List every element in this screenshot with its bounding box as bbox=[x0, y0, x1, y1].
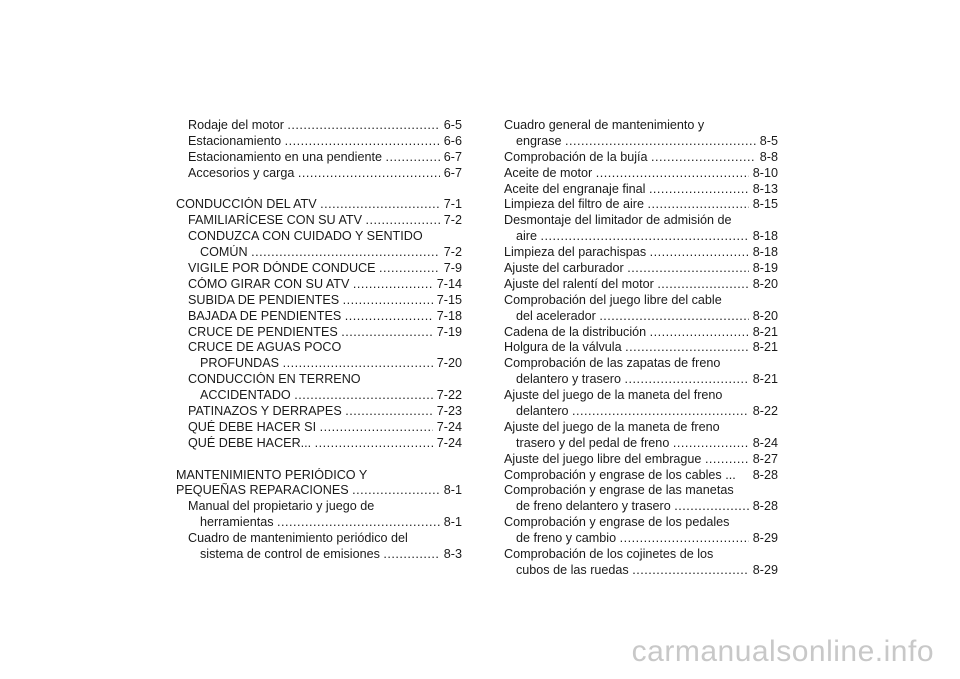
toc-entry-title: SUBIDA DE PENDIENTES bbox=[188, 292, 343, 307]
toc-dot-leader bbox=[572, 404, 749, 420]
toc-entry-title: Estacionamiento en una pendiente bbox=[188, 149, 386, 164]
toc-page-number: 8-21 bbox=[749, 340, 778, 355]
toc-page-number: 8-20 bbox=[749, 308, 778, 323]
toc-entry-title: cubos de las ruedas bbox=[516, 562, 633, 577]
toc-entry: Comprobación y engrase de los pedales bbox=[504, 515, 730, 530]
toc-entry bbox=[176, 245, 462, 261]
toc-dot-leader bbox=[298, 166, 440, 182]
toc-entry-title: Rodaje del motor bbox=[188, 118, 288, 132]
toc-dot-leader bbox=[353, 277, 433, 293]
toc-entry-title: Comprobación de la bujía bbox=[504, 149, 652, 164]
toc-entry bbox=[504, 166, 778, 182]
toc-entry bbox=[176, 404, 462, 420]
toc-page-number: 8-28 bbox=[749, 499, 778, 514]
toc-entry bbox=[176, 277, 462, 293]
toc-dot-leader bbox=[541, 229, 750, 245]
toc-page-number: 7-15 bbox=[433, 292, 462, 307]
toc-dot-leader bbox=[277, 515, 440, 531]
toc-dot-leader bbox=[674, 499, 749, 515]
toc-entry-title: de freno delantero y trasero bbox=[516, 499, 675, 514]
toc-entry-title: Comprobación y engrase de los cables ... bbox=[504, 467, 740, 482]
toc-entry: Comprobación del juego libre del cable bbox=[504, 292, 722, 307]
toc-entry bbox=[176, 213, 462, 229]
toc-entry bbox=[176, 134, 462, 150]
toc-entry-title: Accesorios y carga bbox=[188, 165, 298, 180]
toc-entry-title: Holgura de la válvula bbox=[504, 340, 626, 355]
toc-entry bbox=[504, 134, 778, 150]
toc-entry bbox=[176, 483, 462, 499]
toc-entry-title: Ajuste del juego libre del embrague bbox=[504, 451, 705, 466]
toc-page-number: 8-20 bbox=[749, 276, 778, 291]
toc-page-number: 8-1 bbox=[440, 483, 462, 498]
toc-dot-leader bbox=[287, 118, 440, 134]
toc-page-number: 7-24 bbox=[433, 419, 462, 434]
toc-entry bbox=[504, 245, 778, 261]
toc-entry bbox=[504, 436, 778, 452]
toc-entry bbox=[176, 118, 462, 134]
toc-page-number: 6-7 bbox=[440, 165, 462, 180]
toc-page-number: 8-3 bbox=[440, 547, 462, 562]
toc-entry-title: QUÉ DEBE HACER SI bbox=[188, 419, 320, 434]
toc-entry-title: delantero bbox=[516, 404, 573, 419]
toc-dot-leader bbox=[625, 372, 750, 388]
toc-page-number: 8-18 bbox=[749, 245, 778, 260]
toc-entry-title: de freno y cambio bbox=[516, 531, 620, 546]
toc-dot-leader bbox=[565, 134, 756, 150]
toc-entry-title: delantero y trasero bbox=[516, 372, 625, 387]
toc-entry-title: aire bbox=[516, 229, 541, 244]
toc-dot-leader bbox=[345, 404, 433, 420]
toc-dot-leader bbox=[383, 547, 440, 563]
toc-dot-leader bbox=[345, 309, 434, 325]
toc-page-number: 7-2 bbox=[440, 213, 462, 228]
toc-dot-leader bbox=[599, 309, 749, 325]
toc-page-number: 8-24 bbox=[749, 435, 778, 450]
toc-entry-title: VIGILE POR DÓNDE CONDUCE bbox=[188, 261, 380, 276]
toc-dot-leader bbox=[620, 531, 750, 547]
toc-gap bbox=[176, 452, 462, 468]
toc-page-number: 7-23 bbox=[433, 404, 462, 419]
toc-entry-title: herramientas bbox=[200, 515, 277, 530]
toc-entry: Desmontaje del limitador de admisión de bbox=[504, 213, 732, 228]
toc-entry bbox=[504, 182, 778, 198]
toc-entry-title: Cadena de la distribución bbox=[504, 324, 650, 339]
toc-dot-leader bbox=[366, 213, 441, 229]
toc-dot-leader bbox=[650, 325, 750, 341]
toc-entry bbox=[504, 468, 778, 484]
toc-entry-title: FAMILIARÍCESE CON SU ATV bbox=[188, 213, 366, 228]
toc-entry: Comprobación y engrase de las manetas bbox=[504, 483, 734, 498]
toc-right-column bbox=[504, 118, 778, 579]
toc-entry bbox=[504, 499, 778, 515]
toc-dot-leader bbox=[285, 134, 441, 150]
toc-entry-title: PEQUEÑAS REPARACIONES bbox=[176, 483, 353, 498]
toc-entry bbox=[176, 388, 462, 404]
toc-page-number: 7-9 bbox=[440, 261, 462, 276]
toc-entry: CONDUZCA CON CUIDADO Y SENTIDO bbox=[188, 229, 423, 244]
toc-entry bbox=[176, 547, 462, 563]
watermark: carmanualsonline.info bbox=[631, 635, 934, 668]
toc-entry-title: BAJADA DE PENDIENTES bbox=[188, 308, 345, 323]
toc-dot-leader bbox=[315, 436, 434, 452]
toc-page-number: 8-21 bbox=[749, 324, 778, 339]
toc-gap bbox=[176, 182, 462, 198]
toc-entry bbox=[504, 229, 778, 245]
toc-entry-title: del acelerador bbox=[516, 308, 600, 323]
toc-entry-title: sistema de control de emisiones bbox=[200, 547, 384, 562]
toc-entry: Cuadro de mantenimiento periódico del bbox=[188, 531, 408, 546]
toc-entry-title: PATINAZOS Y DERRAPES bbox=[188, 404, 346, 419]
toc-entry: CONDUCCIÓN EN TERRENO bbox=[188, 372, 361, 387]
toc-entry bbox=[504, 531, 778, 547]
toc-entry-title: Ajuste del ralentí del motor bbox=[504, 276, 658, 291]
toc-entry: Comprobación de las zapatas de freno bbox=[504, 356, 721, 371]
toc-entry-title: Aceite del engranaje final bbox=[504, 181, 649, 196]
toc-page-number: 8-1 bbox=[440, 515, 462, 530]
toc-dot-leader bbox=[651, 150, 756, 166]
toc-page-number: 7-22 bbox=[433, 388, 462, 403]
toc-page-number: 7-19 bbox=[433, 324, 462, 339]
toc-entry bbox=[504, 197, 778, 213]
toc-dot-leader bbox=[705, 452, 749, 468]
toc-entry bbox=[504, 340, 778, 356]
toc-entry-title: Ajuste del carburador bbox=[504, 261, 628, 276]
toc-entry-title: CRUCE DE PENDIENTES bbox=[188, 324, 342, 339]
toc-page-number: 6-7 bbox=[440, 149, 462, 164]
toc-dot-leader bbox=[352, 483, 440, 499]
toc-entry: MANTENIMIENTO PERIÓDICO Y bbox=[176, 467, 368, 482]
toc-entry bbox=[504, 563, 778, 579]
toc-dot-leader bbox=[632, 563, 749, 579]
toc-entry: Ajuste del juego de la maneta de freno bbox=[504, 419, 720, 434]
toc-dot-leader bbox=[673, 436, 749, 452]
toc-entry bbox=[504, 325, 778, 341]
toc-page-number: 7-18 bbox=[433, 308, 462, 323]
toc-page-number: 8-13 bbox=[749, 181, 778, 196]
toc-entry bbox=[504, 372, 778, 388]
toc-entry bbox=[176, 150, 462, 166]
toc-page-number: 8-27 bbox=[749, 451, 778, 466]
toc-entry-title: Limpieza del filtro de aire bbox=[504, 197, 648, 212]
toc-entry-title: Aceite de motor bbox=[504, 165, 596, 180]
toc-page-number: 7-14 bbox=[433, 276, 462, 291]
toc-entry bbox=[176, 515, 462, 531]
toc-page-number: 8-22 bbox=[749, 404, 778, 419]
toc-page-number: 8-28 bbox=[749, 467, 778, 482]
toc-dot-leader bbox=[648, 197, 750, 213]
toc-dot-leader bbox=[251, 245, 440, 261]
toc-entry-title: Limpieza del parachispas bbox=[504, 245, 650, 260]
toc-entry bbox=[504, 404, 778, 420]
toc-entry bbox=[504, 452, 778, 468]
toc-entry bbox=[504, 277, 778, 293]
toc-dot-leader bbox=[341, 325, 433, 341]
toc-entry-title: CONDUCCIÓN DEL ATV bbox=[176, 197, 321, 212]
toc-dot-leader bbox=[283, 356, 434, 372]
toc-entry: Comprobación de los cojinetes de los bbox=[504, 547, 714, 562]
toc-page-number: 6-5 bbox=[440, 118, 462, 132]
toc-dot-leader bbox=[343, 293, 434, 309]
toc-entry bbox=[176, 356, 462, 372]
toc-page-number: 8-19 bbox=[749, 261, 778, 276]
toc-page-number: 7-2 bbox=[440, 245, 462, 260]
toc-entry bbox=[176, 420, 462, 436]
toc-page-number: 8-21 bbox=[749, 372, 778, 387]
toc-page-number: 8-18 bbox=[749, 229, 778, 244]
toc-page-number: 7-1 bbox=[440, 197, 462, 212]
toc-dot-leader bbox=[625, 340, 749, 356]
toc-page-number: 8-5 bbox=[756, 133, 778, 148]
toc-entry-title: COMÚN bbox=[200, 245, 252, 260]
toc-entry bbox=[176, 293, 462, 309]
toc-entry-title: PROFUNDAS bbox=[200, 356, 283, 371]
toc-page-number: 6-6 bbox=[440, 133, 462, 148]
toc-dot-leader bbox=[379, 261, 440, 277]
toc-entry bbox=[504, 309, 778, 325]
toc-entry-title: CÓMO GIRAR CON SU ATV bbox=[188, 276, 353, 291]
toc-page-number: 7-20 bbox=[433, 356, 462, 371]
toc-entry bbox=[504, 150, 778, 166]
toc-entry-title: Estacionamiento bbox=[188, 133, 285, 148]
toc-dot-leader bbox=[294, 388, 433, 404]
toc-entry: Manual del propietario y juego de bbox=[188, 499, 375, 514]
toc-page-number: 7-24 bbox=[433, 435, 462, 450]
toc-entry-title: trasero y del pedal de freno bbox=[516, 435, 673, 450]
toc-left-column bbox=[176, 118, 462, 563]
toc-entry bbox=[504, 261, 778, 277]
toc-page-number: 8-29 bbox=[749, 562, 778, 577]
toc-entry: Ajuste del juego de la maneta del freno bbox=[504, 388, 723, 403]
toc-page-number: 8-29 bbox=[749, 531, 778, 546]
toc-dot-leader bbox=[627, 261, 749, 277]
toc-entry bbox=[176, 166, 462, 182]
toc-entry bbox=[176, 436, 462, 452]
toc-entry bbox=[176, 325, 462, 341]
toc-page-number: 8-15 bbox=[749, 197, 778, 212]
toc-entry-title: engrase bbox=[516, 133, 566, 148]
toc-entry: Cuadro general de mantenimiento y bbox=[504, 118, 705, 132]
toc-entry: CRUCE DE AGUAS POCO bbox=[188, 340, 342, 355]
toc-entry bbox=[176, 309, 462, 325]
toc-entry bbox=[176, 261, 462, 277]
toc-entry-title: ACCIDENTADO bbox=[200, 388, 295, 403]
toc-dot-leader bbox=[385, 150, 440, 166]
toc-dot-leader bbox=[320, 197, 440, 213]
toc-page-number: 8-10 bbox=[749, 165, 778, 180]
toc-entry-title: QUÉ DEBE HACER... bbox=[188, 435, 315, 450]
toc-dot-leader bbox=[649, 182, 749, 198]
toc-dot-leader bbox=[650, 245, 750, 261]
toc-page-number: 8-8 bbox=[756, 149, 778, 164]
toc-dot-leader bbox=[320, 420, 434, 436]
toc-dot-leader bbox=[657, 277, 749, 293]
toc-dot-leader bbox=[596, 166, 750, 182]
toc-entry bbox=[176, 197, 462, 213]
